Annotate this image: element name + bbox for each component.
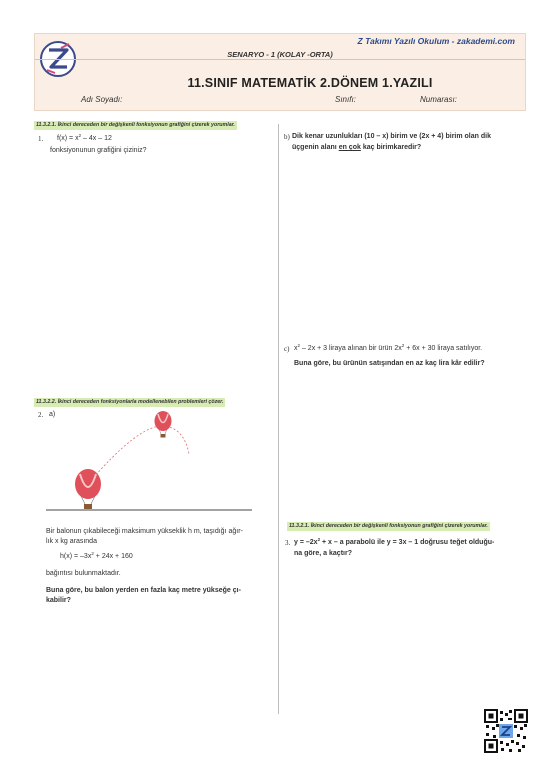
number-label: Numarası:	[420, 95, 457, 104]
question-3-line-2: na göre, a kaçtır?	[294, 550, 352, 557]
question-1-number: 1.	[38, 135, 44, 143]
part-b-line-1: Dik kenar uzunlukları (10 – x) birim ve (2x + 4) birim olan dik	[292, 133, 491, 140]
exam-header	[34, 33, 526, 111]
part-c-line-1: $x^2 - 2x + 3$ liraya alınan bir ürün $2x^2 + 6x + 30$ liraya satılıyor.	[294, 343, 483, 352]
question-1-function: $f(x) = x^2 - 4x - 12$	[57, 133, 112, 142]
column-divider	[278, 124, 279, 714]
question-2-question-2: kabilir?	[46, 597, 71, 604]
question-2-line-3: bağıntısı bulunmaktadır.	[46, 570, 121, 577]
site-name: Z Takımı Yazılı Okulum - zakademi.com	[357, 36, 515, 46]
question-2-part-a: a)	[49, 411, 56, 418]
class-label: Sınıfı:	[335, 95, 356, 104]
part-c-label: c)	[284, 345, 290, 353]
student-fields	[35, 95, 525, 107]
objective-2: 11.3.2.2. İkinci dereceden fonksiyonlarla modellenebilen problemleri çözer.	[36, 399, 224, 405]
trajectory-path	[88, 426, 189, 484]
part-c-line-2: Buna göre, bu ürünün satışından en az kaç lira kâr edilir?	[294, 360, 485, 367]
page-title: 11.SINIF MATEMATİK 2.DÖNEM 1.YAZILI	[187, 76, 433, 90]
part-b-line-2: üçgenin alanı en çok kaç birimkaredir?	[292, 144, 422, 151]
question-2-function: $h(x) = -3x^2 + 24x + 160$	[60, 551, 133, 560]
hot-air-balloon-icon-top	[155, 411, 172, 438]
question-2-line-1: Bir balonun çıkabileceği maksimum yükseklik h m, taşıdığı ağır-	[46, 528, 243, 535]
name-label: Adı Soyadı:	[81, 95, 123, 104]
objective-3: 11.3.2.1. İkinci dereceden bir değişkenli fonksiyonun grafiğini çizerek yorumlar.	[289, 523, 488, 529]
qr-code-icon[interactable]	[484, 709, 528, 753]
hot-air-balloon-icon	[75, 469, 101, 509]
question-2-line-2: lık x kg arasında	[46, 538, 97, 545]
header-band-line	[35, 59, 525, 60]
question-3-line-1: $y = -2x^2 + x - a$ parabolü ile y = 3x – 1 doğrusu teğet olduğu-	[294, 537, 495, 546]
question-3-number: 3.	[285, 539, 291, 547]
question-1-text: fonksiyonunun grafiğini çiziniz?	[50, 147, 147, 154]
balloon-figure	[44, 404, 254, 524]
scenario-label: SENARYO - 1 (KOLAY -ORTA)	[227, 50, 333, 59]
question-2-number: 2.	[38, 411, 44, 419]
part-b-label: b)	[284, 133, 290, 141]
question-2-question-1: Buna göre, bu balon yerden en fazla kaç metre yükseğe çı-	[46, 587, 241, 594]
objective-1: 11.3.2.1. İkinci dereceden bir değişkenli fonksiyonun grafiğini çizerek yorumlar.	[36, 122, 235, 128]
